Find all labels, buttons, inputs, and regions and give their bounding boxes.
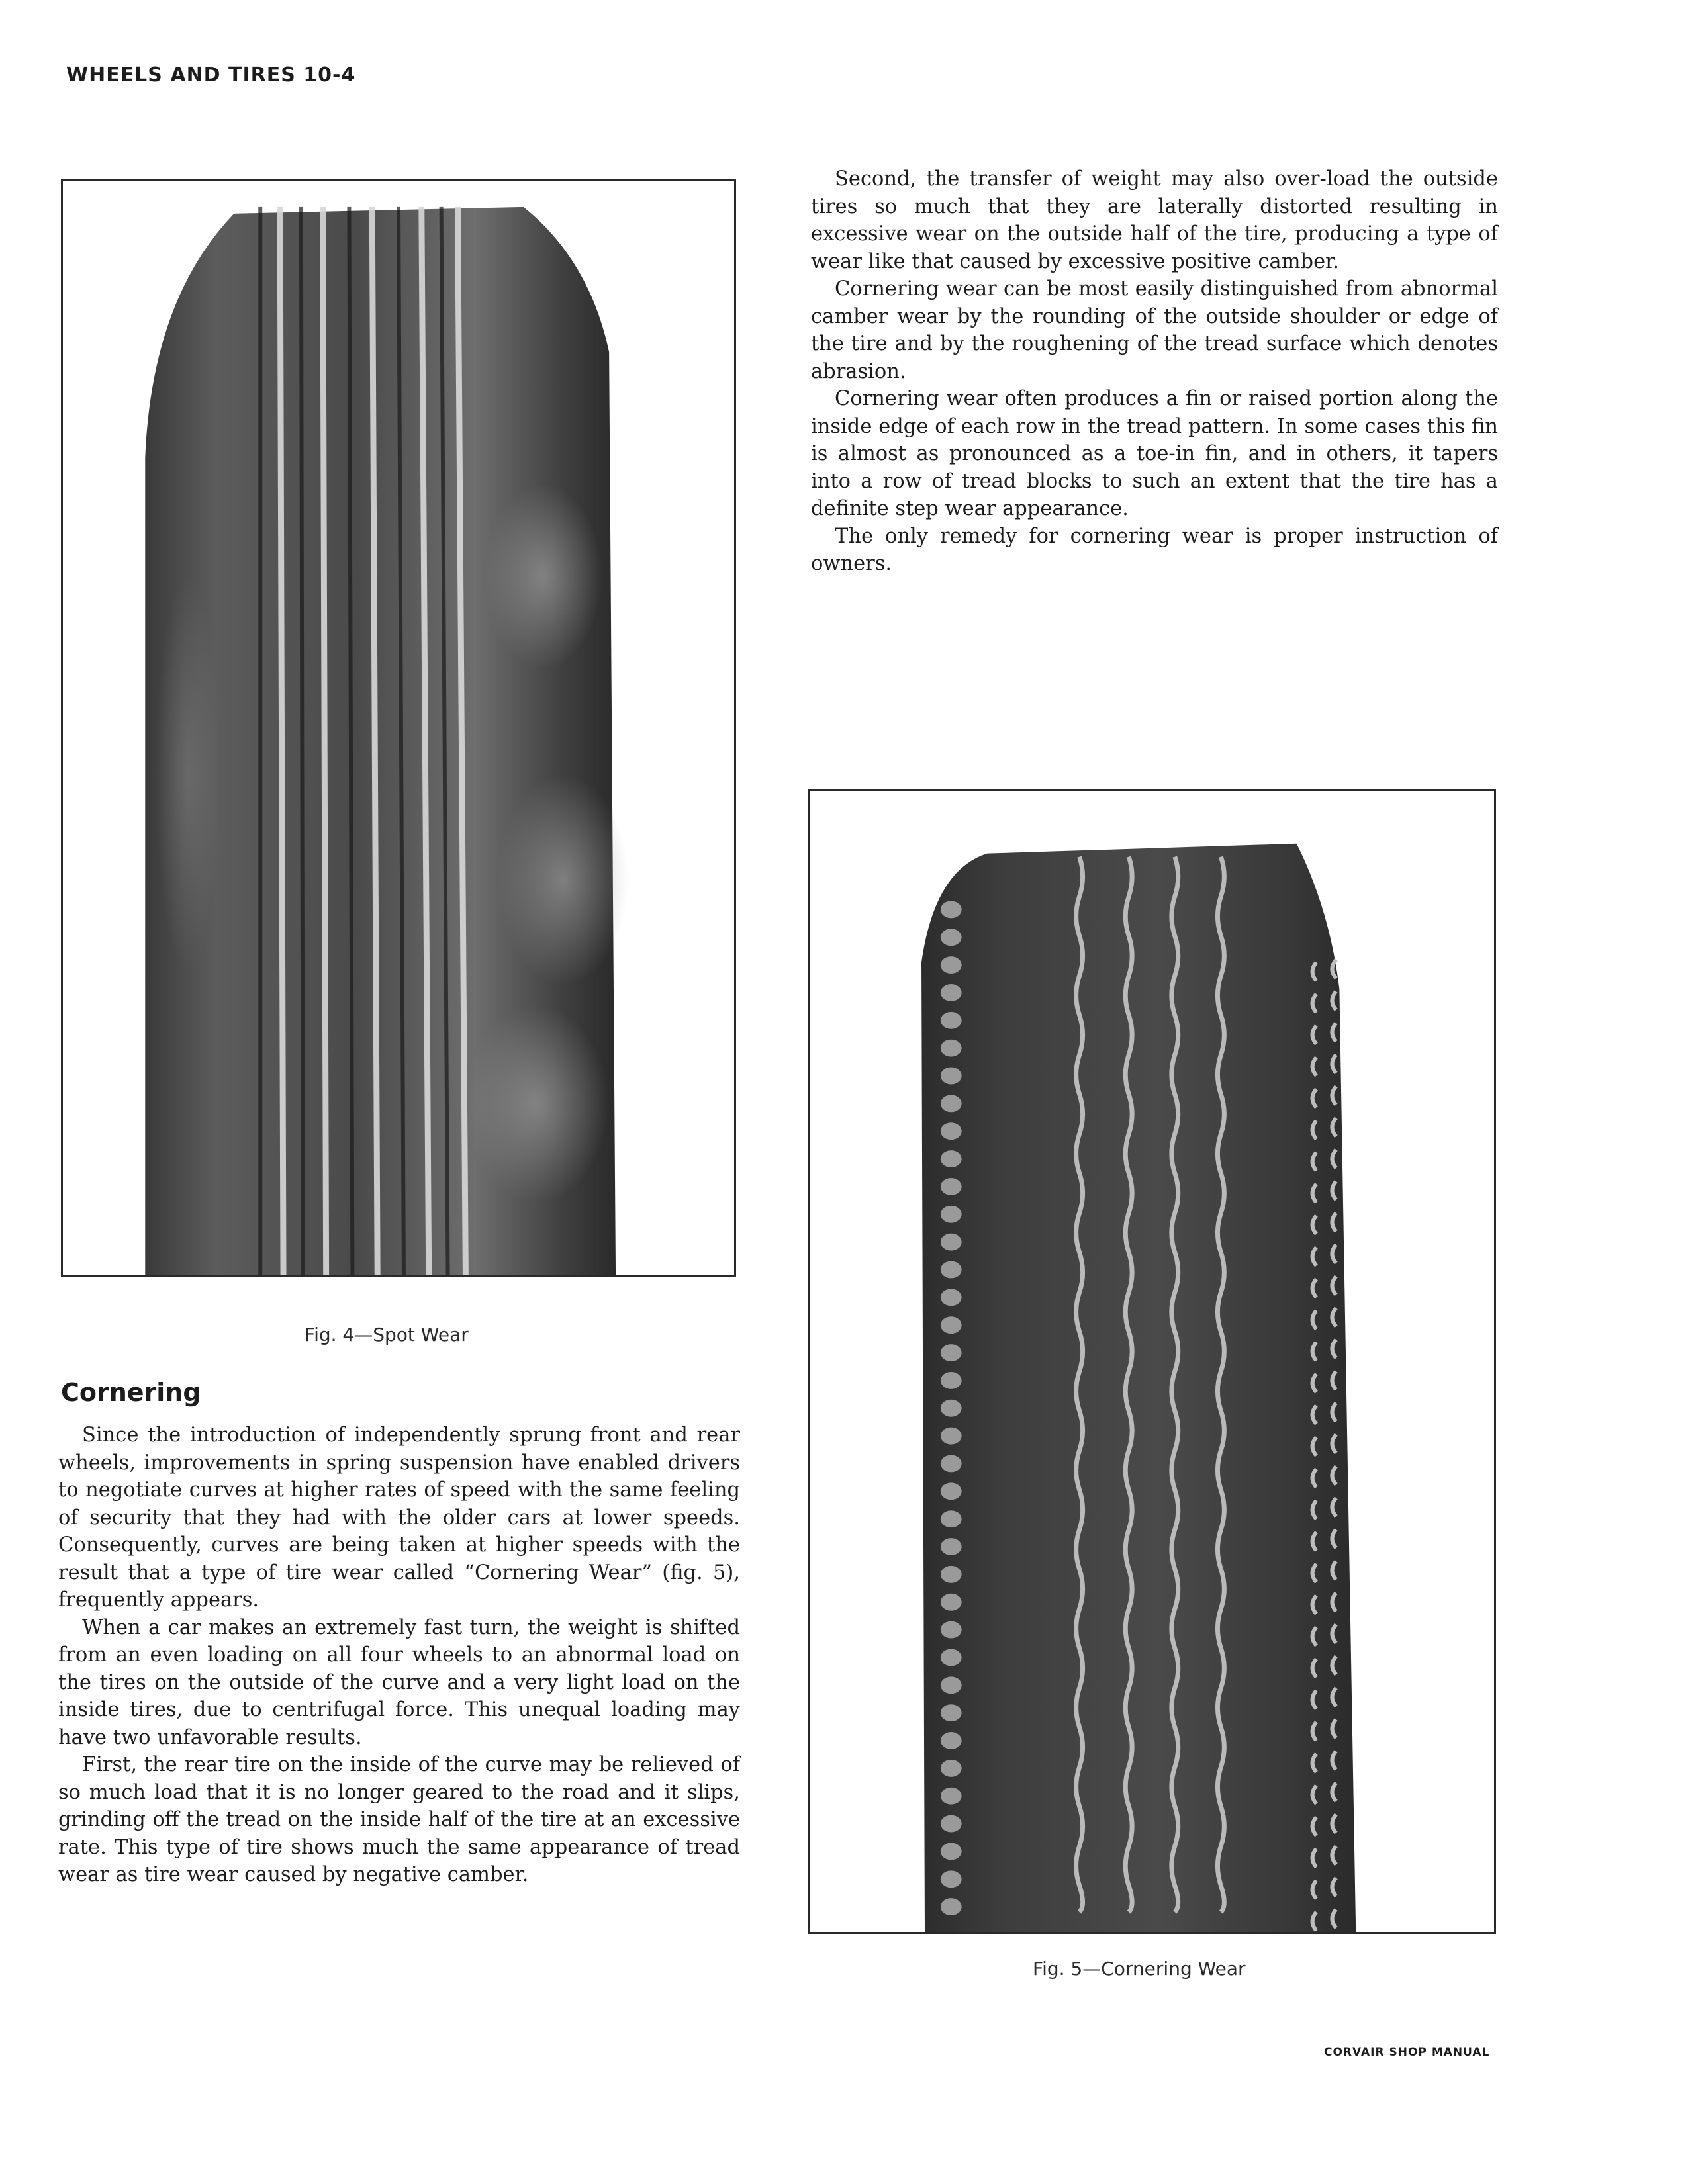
figure-5-caption: Fig. 5—Cornering Wear	[1033, 1958, 1246, 1979]
paragraph: Second, the transfer of weight may also over-load the outside tires so much that they are laterally distorted resulting in excessive wear on the outside half of the tire, producing a type of wear like that caused by excessive positive camber.	[811, 167, 1498, 273]
figure-4-caption: Fig. 4—Spot Wear	[305, 1324, 469, 1345]
paragraph: When a car makes an extremely fast turn, the weight is shifted from an even loading on all four wheels to an abnormal load on the tires on the outside of the curve and a very light load on the inside tires, due to centrifugal force. This unequal loading may have two unfavorable results.	[58, 1615, 740, 1749]
figure-cornering-wear	[808, 789, 1496, 1934]
page-header: WHEELS AND TIRES 10-4	[66, 64, 356, 87]
paragraph: Cornering wear often produces a fin or raised portion along the inside edge of each row in the tread pattern. In some cases this fin is almost as pronounced as a toe-in fin, and in others, it tapers into a row of tread blocks to such an extent that the tire has a definite step wear appearance.	[811, 387, 1498, 520]
paragraph: Cornering wear can be most easily distinguished from abnormal camber wear by the rounding of the outside shoulder or edge of the tire and by the roughening of the tread surface which denotes abrasion.	[811, 277, 1498, 383]
figure-spot-wear	[61, 179, 736, 1277]
spot-wear-tire-photo	[63, 181, 734, 1275]
right-text-column	[811, 165, 1498, 578]
paragraph: Since the introduction of independently sprung front and rear wheels, improvements in spring suspension have enabled drivers to negotiate curves at higher rates of speed with the same feeling of security that they had with the older cars at lower speeds. Consequently, curves are being taken at higher speeds with the result that a type of tire wear called “Cornering Wear” (fig. 5), frequently appears.	[58, 1424, 740, 1612]
left-text-column	[58, 1422, 740, 1889]
section-heading-cornering: Cornering	[61, 1378, 201, 1407]
cornering-wear-tire-photo	[810, 791, 1494, 1932]
paragraph: The only remedy for cornering wear is proper instruction of owners.	[811, 524, 1498, 575]
page-footer: CORVAIR SHOP MANUAL	[1324, 2046, 1490, 2059]
paragraph: First, the rear tire on the inside of the curve may be relieved of so much load that it is no longer geared to the road and it slips, grinding off the tread on the inside half of the tire at an excessive rate. This type of tire shows much the same appearance of tread wear as tire wear caused by negative camber.	[58, 1753, 740, 1886]
